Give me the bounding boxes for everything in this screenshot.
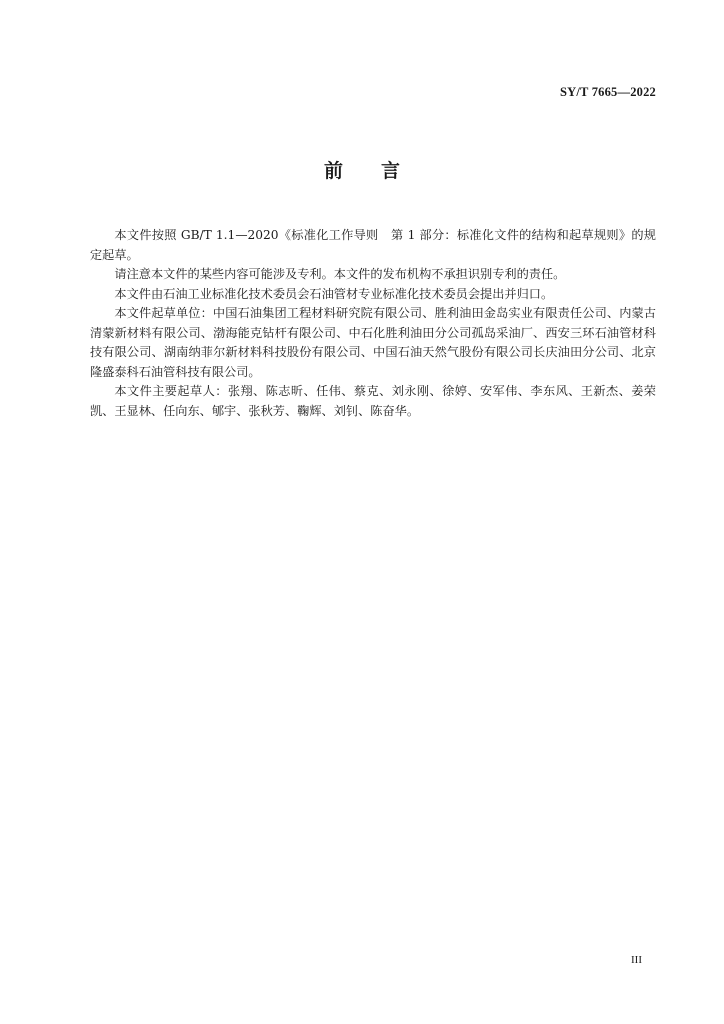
page-title (0, 156, 724, 183)
standard-code: SY/T 7665—2022 (560, 85, 656, 99)
title-char-2: 言 (381, 160, 401, 182)
paragraph-proposer: 本文件由石油工业标准化技术委员会石油管材专业标准化技术委员会提出并归口。 (114, 286, 554, 301)
title-char-1: 前 (323, 160, 343, 182)
paragraph-drafting-units: 本文件起草单位：中国石油集团工程材料研究院有限公司、胜利油田金岛实业有限责任公司、内蒙古清蒙新材料有限公司、渤海能克钻杆有限公司、中石化胜利油田分公司孤岛采油厂、西安三环石油管材科技有限公司、湖南纳菲尔新材料科技股份有限公司、中国石油天然气股份有限公司长庆油田分公司、北京隆盛泰科石油管科技有限公司。 (90, 306, 656, 379)
paragraph-drafters: 本文件主要起草人：张翔、陈志昕、任伟、蔡克、刘永刚、徐婷、安军伟、李东风、王新杰、姜荣凯、王显林、任向东、郇宇、张秋芳、鞠辉、刘钊、陈奋华。 (90, 384, 656, 418)
foreword-body (90, 226, 656, 421)
page-number: III (631, 954, 642, 966)
paragraph-patent-notice: 请注意本文件的某些内容可能涉及专利。本文件的发布机构不承担识别专利的责任。 (114, 267, 566, 281)
paragraph-drafting-rules: 本文件按照 GB/T 1.1—2020《标准化工作导则 第 1 部分：标准化文件的结构和起草规则》的规定起草。 (90, 228, 656, 262)
